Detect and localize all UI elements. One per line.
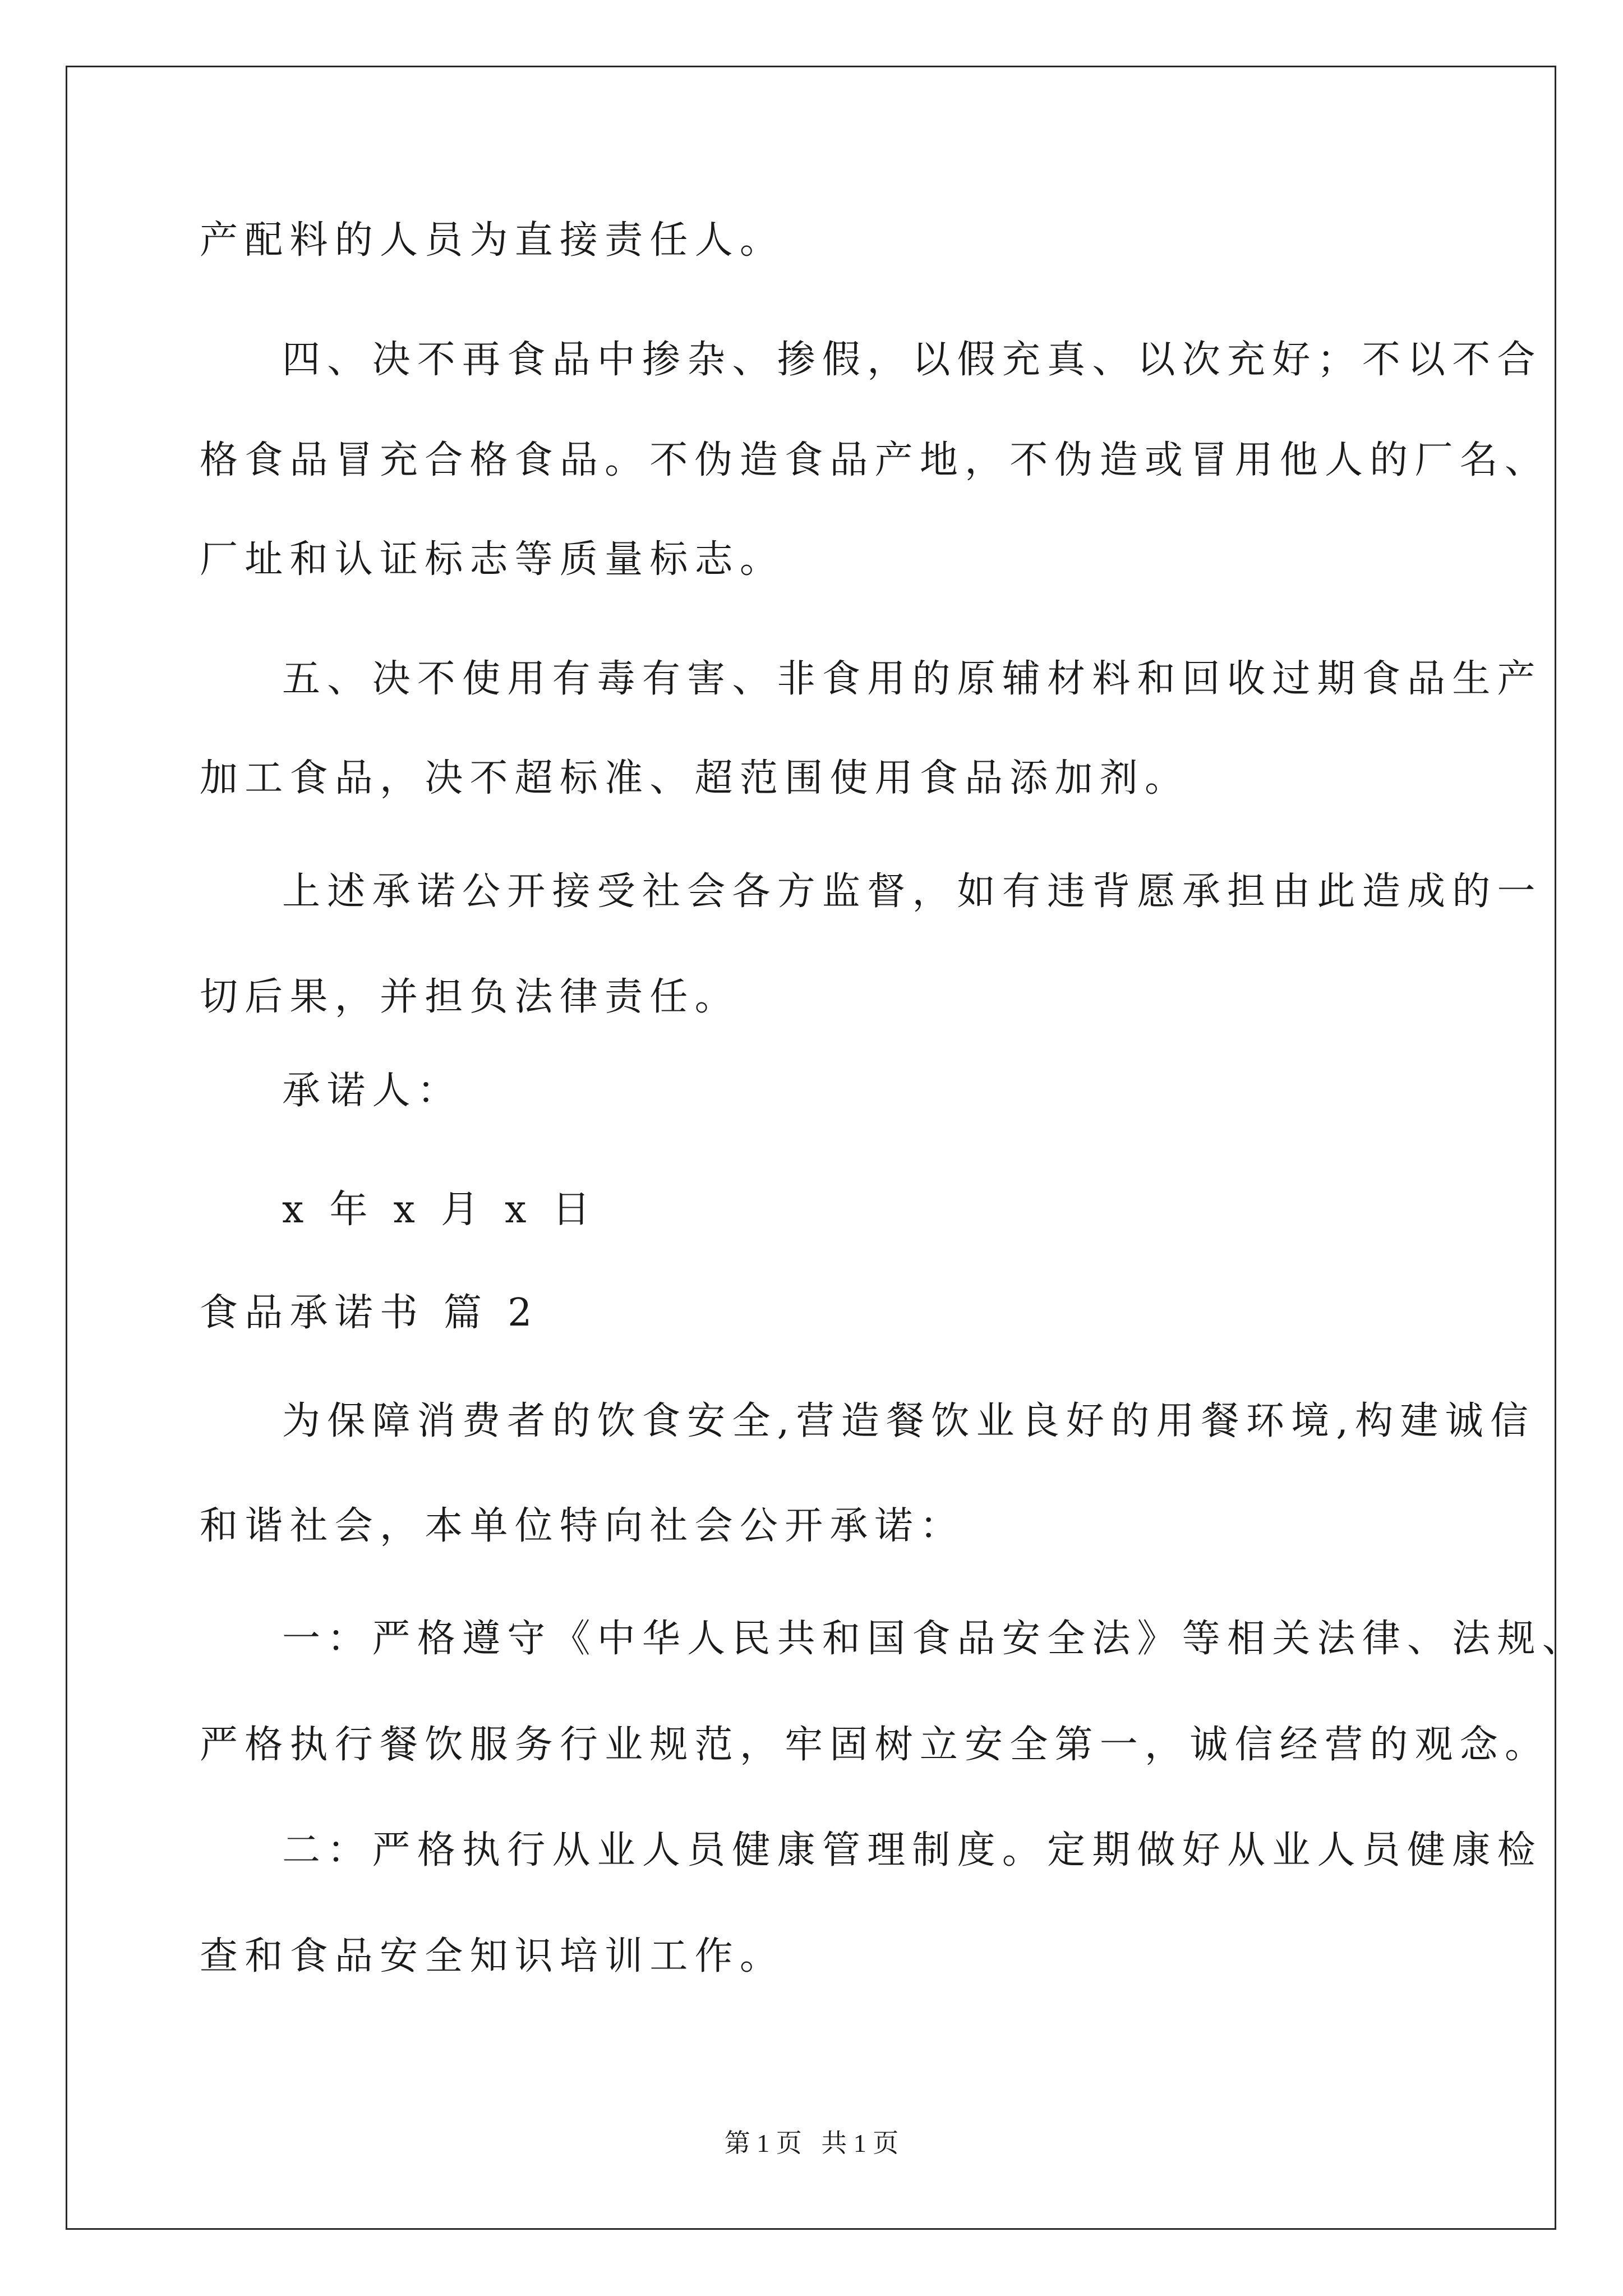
- text-line: 和谐社会，本单位特向社会公开承诺：: [200, 1504, 965, 1548]
- text-line: 加工食品，决不超标准、超范围使用食品添加剂。: [200, 756, 1190, 800]
- text-line: 上述承诺公开接受社会各方监督，如有违背愿承担由此造成的一: [282, 869, 1542, 914]
- text-line: 产配料的人员为直接责任人。: [200, 218, 785, 263]
- text-line: 切后果，并担负法律责任。: [200, 975, 740, 1019]
- date-line: x 年 x 月 x 日: [282, 1188, 597, 1232]
- text-line: 五、决不使用有毒有害、非食用的原辅材料和回收过期食品生产: [282, 657, 1542, 701]
- text-line: 厂址和认证标志等质量标志。: [200, 537, 785, 582]
- text-line: 严格执行餐饮服务行业规范，牢固树立安全第一，诚信经营的观念。: [200, 1723, 1550, 1767]
- text-line: 四、决不再食品中掺杂、掺假，以假充真、以次充好；不以不合: [282, 338, 1542, 382]
- text-line: 一：严格遵守《中华人民共和国食品安全法》等相关法律、法规、: [282, 1617, 1587, 1661]
- text-line: 查和食品安全知识培训工作。: [200, 1934, 785, 1978]
- signature-label: 承诺人：: [282, 1069, 462, 1113]
- text-line: 二：严格执行从业人员健康管理制度。定期做好从业人员健康检: [282, 1828, 1542, 1872]
- text-line: 格食品冒充合格食品。不伪造食品产地，不伪造或冒用他人的厂名、: [200, 438, 1550, 482]
- text-line: 为保障消费者的饮食安全,营造餐饮业良好的用餐环境,构建诚信: [282, 1399, 1536, 1443]
- section-heading: 食品承诺书 篇 2: [200, 1291, 539, 1335]
- page-footer: 第 1 页 共 1 页: [724, 2129, 899, 2157]
- page-border: [66, 66, 1556, 2230]
